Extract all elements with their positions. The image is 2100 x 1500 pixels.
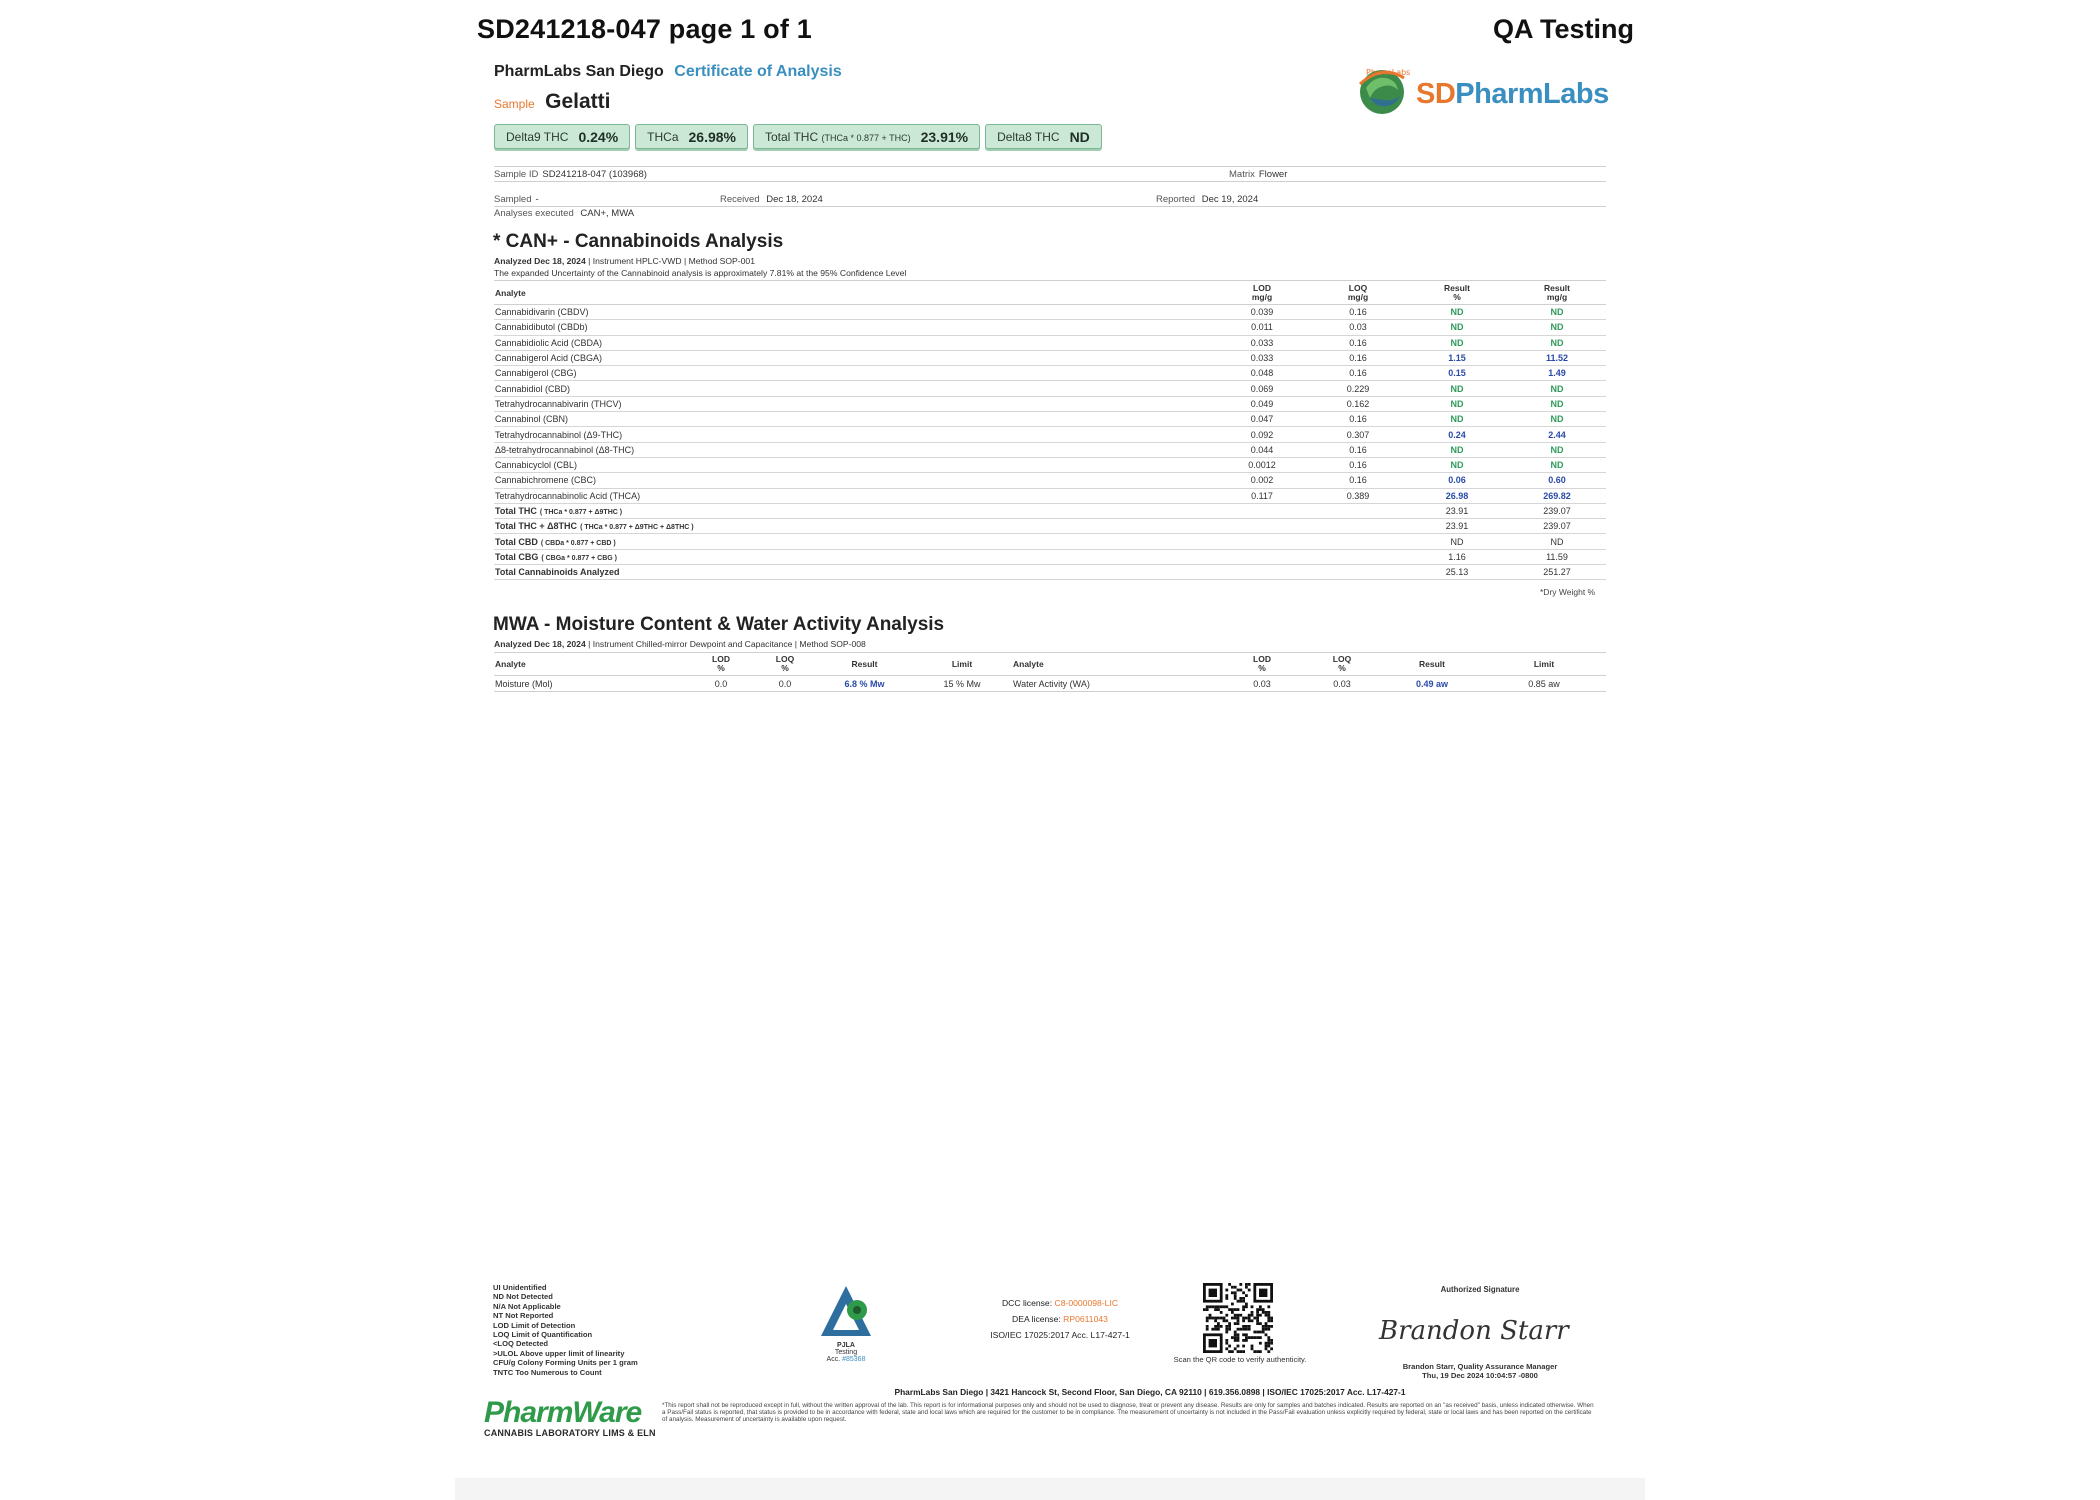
analyte-cell: Total THC ( THCa * 0.877 + Δ9THC ) bbox=[494, 503, 1214, 518]
result-pct-cell: ND bbox=[1406, 442, 1508, 457]
loq-cell bbox=[1310, 549, 1406, 564]
page-bottom-shadow bbox=[455, 1478, 1645, 1500]
table-row bbox=[494, 396, 1606, 411]
table-row bbox=[494, 427, 1606, 442]
result-pct-cell: 1.15 bbox=[1406, 350, 1508, 365]
signer: Brandon Starr, Quality Assurance Manager Thu, 19 Dec 2024 10:04:57 -0800 bbox=[1402, 1362, 1558, 1380]
verification-qr-code[interactable] bbox=[1203, 1283, 1273, 1353]
result-pct-cell: ND bbox=[1406, 320, 1508, 335]
result-pct-cell: ND bbox=[1406, 396, 1508, 411]
legend-item: CFU/g Colony Forming Units per 1 gram bbox=[493, 1358, 638, 1368]
result-mg-cell: 1.49 bbox=[1508, 366, 1606, 381]
pjla-accreditation: PJLA Testing Acc. #85368 bbox=[806, 1280, 886, 1370]
legend-item: NT Not Reported bbox=[493, 1311, 554, 1321]
loq-cell: 0.16 bbox=[1310, 305, 1406, 320]
table-row bbox=[494, 488, 1606, 503]
result-mg-cell: 0.60 bbox=[1508, 473, 1606, 488]
analyte-cell: Total Cannabinoids Analyzed bbox=[494, 565, 1214, 580]
chip-thca bbox=[635, 124, 748, 149]
dea-license: RP0611043 bbox=[1063, 1314, 1108, 1324]
analyte-cell: Cannabichromene (CBC) bbox=[494, 473, 1214, 488]
lod-cell: 0.033 bbox=[1214, 350, 1310, 365]
result-pct-cell: 0.24 bbox=[1406, 427, 1508, 442]
result-mg-cell: ND bbox=[1508, 534, 1606, 549]
col-loq: LOQ mg/g bbox=[1310, 281, 1406, 305]
loq-cell: 0.229 bbox=[1310, 381, 1406, 396]
analyte-cell: Tetrahydrocannabivarin (THCV) bbox=[494, 396, 1214, 411]
chip-label: Delta8 THC bbox=[997, 129, 1060, 144]
svg-text:PharmLabs: PharmLabs bbox=[1366, 68, 1411, 77]
analyte-cell: Total CBG ( CBGa * 0.877 + CBG ) bbox=[494, 549, 1214, 564]
chip-delta8-thc bbox=[985, 124, 1102, 149]
analyte-cell: Cannabidiol (CBD) bbox=[494, 381, 1214, 396]
lod-cell: 0.092 bbox=[1214, 427, 1310, 442]
result-mg-cell: ND bbox=[1508, 457, 1606, 472]
loq-cell: 0.03 bbox=[1310, 320, 1406, 335]
result-pct-cell: ND bbox=[1406, 412, 1508, 427]
pharmware-logo: PharmWare CANNABIS LABORATORY LIMS & ELN bbox=[484, 1396, 656, 1438]
chip-value: ND bbox=[1069, 128, 1090, 145]
loq-cell: 0.16 bbox=[1310, 442, 1406, 457]
result-pct-cell: 23.91 bbox=[1406, 503, 1508, 518]
analyte-cell: Tetrahydrocannabinol (Δ9-THC) bbox=[494, 427, 1214, 442]
result-mg-cell: ND bbox=[1508, 335, 1606, 350]
qr-note: Scan the QR code to verify authenticity. bbox=[1173, 1355, 1307, 1364]
sample-label: Sample bbox=[494, 97, 535, 111]
result-mg-cell: ND bbox=[1508, 396, 1606, 411]
svg-text:Brandon Starr: Brandon Starr bbox=[1379, 1316, 1569, 1346]
chip-label: Total THC (THCa * 0.877 + THC) bbox=[765, 129, 911, 144]
abbreviation-legend bbox=[493, 1283, 638, 1377]
col-result-pct: Result % bbox=[1406, 281, 1508, 305]
result-mg-cell: 11.59 bbox=[1508, 549, 1606, 564]
chip-formula: (THCa * 0.877 + THC) bbox=[821, 132, 911, 143]
table-row bbox=[494, 473, 1606, 488]
loq-cell: 0.389 bbox=[1310, 488, 1406, 503]
result-mg-cell: 269.82 bbox=[1508, 488, 1606, 503]
reported-date: Dec 19, 2024 bbox=[1201, 194, 1259, 205]
result-pct-cell: ND bbox=[1406, 534, 1508, 549]
legend-item: LOQ Limit of Quantification bbox=[493, 1330, 593, 1340]
divider bbox=[494, 181, 1606, 182]
chip-label: Delta9 THC bbox=[506, 129, 569, 144]
analyte-cell: Cannabicyclol (CBL) bbox=[494, 457, 1214, 472]
lod-cell: 0.069 bbox=[1214, 381, 1310, 396]
table-row bbox=[494, 442, 1606, 457]
lod-cell bbox=[1214, 549, 1310, 564]
lod-cell: 0.033 bbox=[1214, 335, 1310, 350]
loq-cell bbox=[1310, 519, 1406, 534]
iso-accreditation: ISO/IEC 17025:2017 Acc. L17-427-1 bbox=[990, 1330, 1130, 1340]
table-row bbox=[494, 457, 1606, 472]
legend-item: >ULOL Above upper limit of linearity bbox=[493, 1348, 625, 1358]
analyte-cell: Total CBD ( CBDa * 0.877 + CBD ) bbox=[494, 534, 1214, 549]
sample-name: Gelatti bbox=[545, 90, 611, 113]
meta-row-1: Sample ID SD241218-047 (103968) Matrix Flower bbox=[494, 169, 1288, 180]
document-type: Certificate of Analysis bbox=[674, 63, 842, 80]
legend-item: <LOQ Detected bbox=[493, 1339, 549, 1349]
lod-cell: 0.039 bbox=[1214, 305, 1310, 320]
loq-cell: 0.16 bbox=[1310, 350, 1406, 365]
lab-line bbox=[494, 63, 842, 81]
table-row: Moisture (Mol) 0.0 0.0 6.8 % Mw 15 % Mw Water Activity (WA) 0.03 0.03 0.49 aw 0.85 aw bbox=[494, 676, 1606, 692]
sampled-date: - bbox=[535, 194, 539, 205]
sample-line bbox=[494, 90, 611, 114]
chip-value: 0.24% bbox=[578, 128, 619, 145]
analyte-cell: Cannabidibutol (CBDb) bbox=[494, 320, 1214, 335]
table-row bbox=[494, 320, 1606, 335]
lab-address: PharmLabs San Diego | 3421 Hancock St, Second Floor, San Diego, CA 92110 | 619.356.0898 | ISO/IEC 17025:2017 Acc. L17-427-1 bbox=[894, 1387, 1406, 1397]
result-pct-cell: ND bbox=[1406, 381, 1508, 396]
result-pct-cell: 26.98 bbox=[1406, 488, 1508, 503]
lod-cell: 0.0012 bbox=[1214, 457, 1310, 472]
mwa-analyte: Moisture (Mol) bbox=[494, 676, 689, 692]
analyses-executed: CAN+, MWA bbox=[580, 208, 635, 219]
table-row bbox=[494, 503, 1606, 518]
mwa-section-info: Analyzed Dec 18, 2024 | Instrument Chilled-mirror Dewpoint and Capacitance | Method SOP-008 bbox=[494, 639, 866, 649]
pjla-logo-icon bbox=[811, 1280, 881, 1340]
lod-cell: 0.002 bbox=[1214, 473, 1310, 488]
lod-cell: 0.044 bbox=[1214, 442, 1310, 457]
can-section-title: * CAN+ - Cannabinoids Analysis bbox=[493, 231, 784, 252]
result-pct-cell: 1.16 bbox=[1406, 549, 1508, 564]
analyte-cell: Cannabigerol (CBG) bbox=[494, 366, 1214, 381]
loq-cell: 0.307 bbox=[1310, 427, 1406, 442]
license-info: DCC license: C8-0000098-LIC DEA license: RP0611043 ISO/IEC 17025:2017 Acc. L17-427-1 bbox=[975, 1295, 1145, 1343]
analyte-cell: Cannabigerol Acid (CBGA) bbox=[494, 350, 1214, 365]
summary-chips bbox=[494, 124, 1102, 149]
lod-cell: 0.049 bbox=[1214, 396, 1310, 411]
lod-cell bbox=[1214, 565, 1310, 580]
analyte-cell: Tetrahydrocannabinolic Acid (THCA) bbox=[494, 488, 1214, 503]
result-pct-cell: 0.06 bbox=[1406, 473, 1508, 488]
analyte-cell: Cannabidivarin (CBDV) bbox=[494, 305, 1214, 320]
matrix: Flower bbox=[1258, 169, 1288, 180]
analyte-cell: Cannabinol (CBN) bbox=[494, 412, 1214, 427]
lod-cell: 0.047 bbox=[1214, 412, 1310, 427]
legend-item: TNTC Too Numerous to Count bbox=[493, 1367, 602, 1377]
result-pct-cell: 25.13 bbox=[1406, 565, 1508, 580]
mwa-section-title: MWA - Moisture Content & Water Activity Analysis bbox=[493, 614, 945, 635]
analyte-cell: Δ8-tetrahydrocannabinol (Δ8-THC) bbox=[494, 442, 1214, 457]
result-mg-cell: 2.44 bbox=[1508, 427, 1606, 442]
chip-value: 23.91% bbox=[920, 128, 969, 145]
result-pct-cell: ND bbox=[1406, 335, 1508, 350]
table-header-row: Analyte LOD % LOQ % Result Limit Analyte LOD % LOQ % Result Limit bbox=[494, 653, 1606, 676]
table-row bbox=[494, 549, 1606, 564]
table-header-row bbox=[494, 281, 1606, 305]
report-type-heading: QA Testing bbox=[1493, 14, 1634, 44]
table-row bbox=[494, 519, 1606, 534]
result-pct-cell: ND bbox=[1406, 305, 1508, 320]
mwa-analyte: Water Activity (WA) bbox=[1012, 676, 1222, 692]
can-section-info: Analyzed Dec 18, 2024 | Instrument HPLC-VWD | Method SOP-001 bbox=[494, 256, 755, 266]
dry-weight-note: *Dry Weight % bbox=[1540, 587, 1596, 597]
table-row bbox=[494, 412, 1606, 427]
mwa-result: 0.49 aw bbox=[1382, 676, 1482, 692]
result-mg-cell: 239.07 bbox=[1508, 519, 1606, 534]
loq-cell: 0.16 bbox=[1310, 457, 1406, 472]
received-date: Dec 18, 2024 bbox=[766, 194, 823, 205]
result-mg-cell: ND bbox=[1508, 305, 1606, 320]
col-analyte: Analyte bbox=[494, 281, 1214, 305]
chip-total-thc bbox=[753, 124, 980, 149]
dcc-license: C8-0000098-LIC bbox=[1054, 1298, 1119, 1308]
lod-cell: 0.117 bbox=[1214, 488, 1310, 503]
loq-cell: 0.16 bbox=[1310, 473, 1406, 488]
loq-cell bbox=[1310, 565, 1406, 580]
lod-cell bbox=[1214, 503, 1310, 518]
loq-cell: 0.16 bbox=[1310, 412, 1406, 427]
table-row bbox=[494, 350, 1606, 365]
legend-item: N/A Not Applicable bbox=[493, 1301, 561, 1311]
loq-cell: 0.16 bbox=[1310, 335, 1406, 350]
chip-value: 26.98% bbox=[688, 128, 736, 145]
legend-item: LOD Limit of Detection bbox=[493, 1320, 576, 1330]
result-pct-cell: 0.15 bbox=[1406, 366, 1508, 381]
table-row bbox=[494, 534, 1606, 549]
meta-row-3: Analyses executed CAN+, MWA bbox=[494, 208, 635, 219]
moisture-table bbox=[494, 652, 1606, 692]
lod-cell: 0.048 bbox=[1214, 366, 1310, 381]
mwa-result: 6.8 % Mw bbox=[817, 676, 912, 692]
col-lod: LOD mg/g bbox=[1214, 281, 1310, 305]
sample-id: SD241218-047 (103968) bbox=[542, 169, 647, 180]
loq-cell: 0.162 bbox=[1310, 396, 1406, 411]
table-row bbox=[494, 381, 1606, 396]
col-result-mg: Result mg/g bbox=[1508, 281, 1606, 305]
table-row bbox=[494, 335, 1606, 350]
logo-wordmark: SDPharmLabs bbox=[1416, 78, 1609, 110]
result-mg-cell: 239.07 bbox=[1508, 503, 1606, 518]
lod-cell bbox=[1214, 534, 1310, 549]
divider bbox=[494, 166, 1606, 167]
result-mg-cell: ND bbox=[1508, 320, 1606, 335]
lab-name: PharmLabs San Diego bbox=[494, 63, 664, 80]
report-id-heading: SD241218-047 page 1 of 1 bbox=[477, 14, 812, 44]
result-pct-cell: 23.91 bbox=[1406, 519, 1508, 534]
result-mg-cell: ND bbox=[1508, 412, 1606, 427]
result-mg-cell: 251.27 bbox=[1508, 565, 1606, 580]
loq-cell bbox=[1310, 503, 1406, 518]
analyte-cell: Cannabidiolic Acid (CBDA) bbox=[494, 335, 1214, 350]
table-row bbox=[494, 366, 1606, 381]
result-pct-cell: ND bbox=[1406, 457, 1508, 472]
lod-cell: 0.011 bbox=[1214, 320, 1310, 335]
legend-item: UI Unidentified bbox=[493, 1283, 547, 1292]
result-mg-cell: 11.52 bbox=[1508, 350, 1606, 365]
result-mg-cell: ND bbox=[1508, 381, 1606, 396]
legend-item: ND Not Detected bbox=[493, 1292, 553, 1302]
result-mg-cell: ND bbox=[1508, 442, 1606, 457]
chip-label: THCa bbox=[647, 129, 679, 144]
loq-cell bbox=[1310, 534, 1406, 549]
handwritten-signature bbox=[1375, 1305, 1585, 1355]
can-uncertainty-note: The expanded Uncertainty of the Cannabinoid analysis is approximately 7.81% at the 95% Confidence Level bbox=[494, 268, 907, 278]
meta-row-2: Sampled - Received Dec 18, 2024 Reported Dec 19, 2024 bbox=[494, 194, 1259, 205]
signature-label: Authorized Signature bbox=[1440, 1285, 1520, 1294]
divider bbox=[494, 206, 1606, 207]
loq-cell: 0.16 bbox=[1310, 366, 1406, 381]
lod-cell bbox=[1214, 519, 1310, 534]
analyte-cell: Total THC + Δ8THC ( THCa * 0.877 + Δ9THC + Δ8THC ) bbox=[494, 519, 1214, 534]
report-page bbox=[434, 0, 1666, 1500]
cannabinoids-table bbox=[494, 280, 1606, 580]
chip-delta9-thc bbox=[494, 124, 630, 149]
disclaimer: *This report shall not be reproduced except in full, without the written approval of the lab. This report is for informational purposes only and should not be used to diagnose, treat or prevent any disease. Results are only for samples and batches indicated. Results are reported on an "as received" basis, unless indicated otherwise. When a Pass/Fail status is reported, that status is provided to be in accordance with federal, state and local laws which are required for the customer to be in compliance. The measurement of uncertainty is not included in the Pass/Fail evaluation unless explicitly required by federal, state or local laws and has been reported on the certificate of analysis. Measurement of uncertainty is available upon request. bbox=[662, 1402, 1594, 1423]
table-row bbox=[494, 305, 1606, 320]
table-row bbox=[494, 565, 1606, 580]
